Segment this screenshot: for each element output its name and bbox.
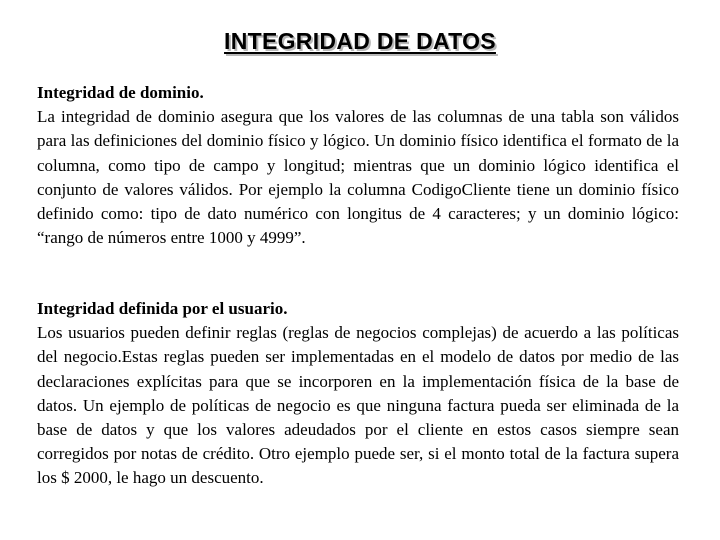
section-domain-integrity <box>37 81 679 250</box>
section-heading: Integridad de dominio. <box>37 83 204 102</box>
section-heading: Integridad definida por el usuario. <box>37 299 288 318</box>
page-title: INTEGRIDAD DE DATOS <box>224 28 496 54</box>
section-user-defined-integrity <box>37 297 679 491</box>
section-body: La integridad de dominio asegura que los valores de las columnas de una tabla son válidos para las definiciones del dominio físico y lógico. Un dominio físico identifica el formato de la columna, como tipo de campo y longitud; mientras que un dominio lógico identifica el conjunto de valores válidos. Por ejemplo la columna CodigoCliente tiene un dominio físico definido como: tipo de dato numérico con longitus de 4 caracteres; y un dominio lógico: “rango de números entre 1000 y 4999”. <box>37 107 679 248</box>
section-body: Los usuarios pueden definir reglas (reglas de negocios complejas) de acuerdo a las políticas del negocio.Estas reglas pueden ser implementadas en el modelo de datos por medio de las declaraciones explícitas para que se incorporen en la implementación física de la base de datos. Un ejemplo de políticas de negocio es que ninguna factura pueda ser eliminada de la base de datos y que los valores adeudados por el cliente en estos casos siempre sean corregidos por notas de crédito. Otro ejemplo puede ser, si el monto total de la factura supera los $ 2000, le hago un descuento. <box>37 323 679 488</box>
